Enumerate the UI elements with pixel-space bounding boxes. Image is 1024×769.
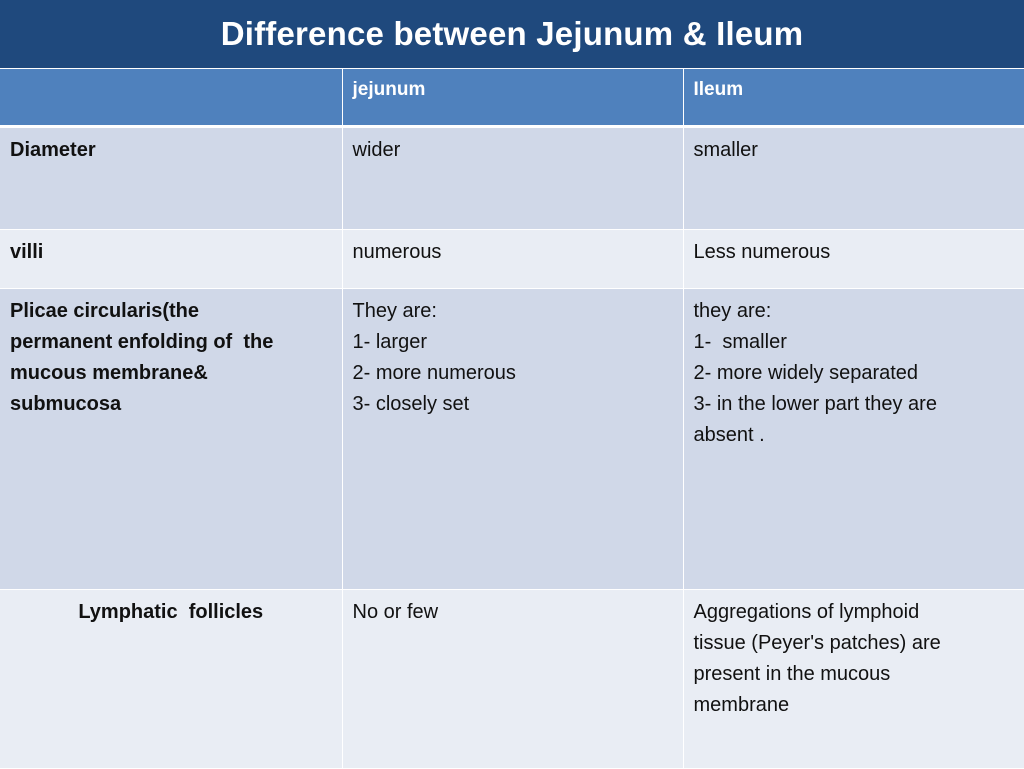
cell-ileum-villi xyxy=(683,230,1024,289)
table-row xyxy=(0,230,1024,289)
cell-line: numerous xyxy=(352,241,442,263)
cell-line: wider xyxy=(352,139,401,161)
cell-line: 3- in the lower part they are xyxy=(693,393,937,415)
cell-line: present in the mucous xyxy=(693,663,891,685)
cell-line: 1- smaller xyxy=(693,331,787,353)
header-cell-jejunum: jejunum xyxy=(342,69,683,127)
cell-line: submucosa xyxy=(10,393,122,415)
cell-line: smaller xyxy=(693,139,758,161)
row-label-plicae xyxy=(0,289,342,590)
row-label-diameter xyxy=(0,127,342,230)
slide-title: Difference between Jejunum & Ileum xyxy=(220,15,804,52)
cell-line: 1- larger xyxy=(352,331,427,353)
title-bar xyxy=(0,0,1024,68)
row-label-lymphatic xyxy=(0,590,342,769)
table-row xyxy=(0,590,1024,769)
cell-line: villi xyxy=(10,241,44,263)
cell-line: No or few xyxy=(352,601,439,623)
cell-ileum-lymphatic xyxy=(683,590,1024,769)
comparison-table xyxy=(0,68,1024,769)
table-row xyxy=(0,127,1024,230)
cell-line: 2- more widely separated xyxy=(693,362,919,384)
cell-line: Plicae circularis(the xyxy=(10,300,199,322)
cell-line: membrane xyxy=(693,694,790,716)
cell-jejunum-lymphatic xyxy=(342,590,683,769)
cell-line: Diameter xyxy=(10,139,96,161)
header-cell-ileum: Ileum xyxy=(683,69,1024,127)
cell-line: Less numerous xyxy=(693,241,831,263)
table-header-row xyxy=(0,69,1024,127)
table-row xyxy=(0,289,1024,590)
cell-line: absent . xyxy=(693,424,765,446)
header-cell-empty xyxy=(0,69,342,127)
cell-line: mucous membrane& xyxy=(10,362,208,384)
row-label-villi xyxy=(0,230,342,289)
cell-line: 2- more numerous xyxy=(352,362,516,384)
cell-jejunum-plicae xyxy=(342,289,683,590)
cell-line: Aggregations of lymphoid xyxy=(693,601,920,623)
cell-line: 3- closely set xyxy=(352,393,470,415)
cell-line: Lymphatic follicles xyxy=(78,601,264,623)
cell-jejunum-villi xyxy=(342,230,683,289)
cell-jejunum-diameter xyxy=(342,127,683,230)
cell-ileum-plicae xyxy=(683,289,1024,590)
cell-ileum-diameter xyxy=(683,127,1024,230)
cell-line: they are: xyxy=(693,300,772,322)
cell-line: tissue (Peyer's patches) are xyxy=(693,632,941,654)
cell-line: permanent enfolding of the xyxy=(10,331,274,353)
cell-line: They are: xyxy=(352,300,437,322)
